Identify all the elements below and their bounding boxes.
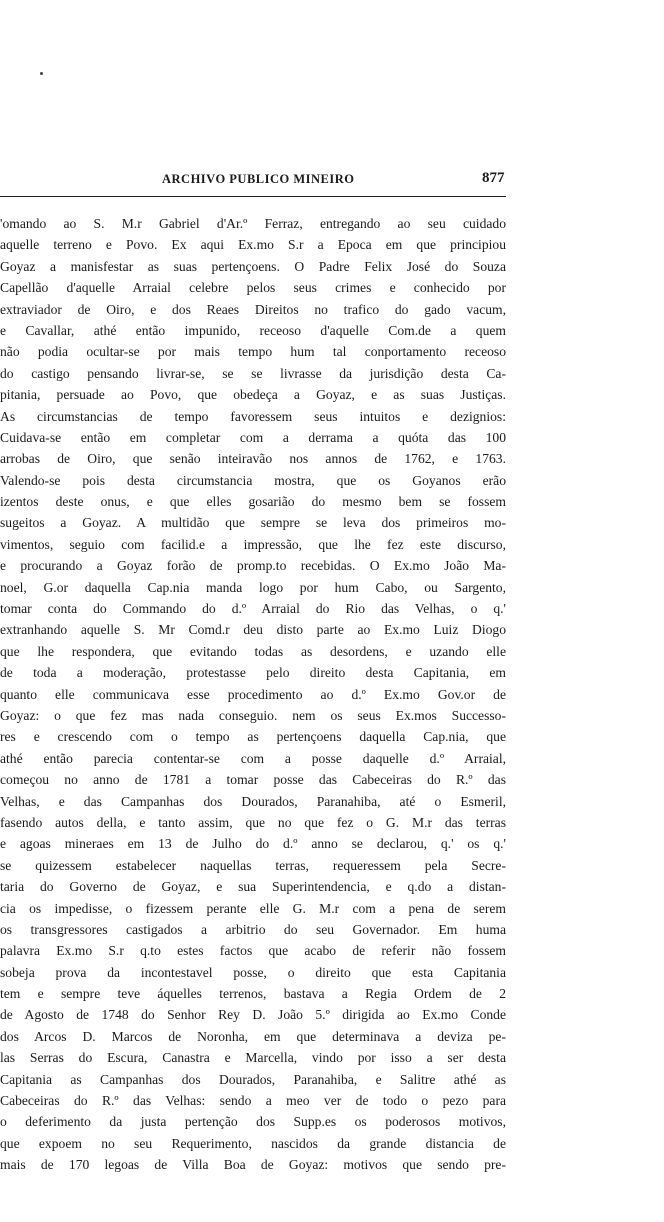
text-line: Capellão d'aquelle Arraial celebre pelos seus crimes e conhecido por [0, 280, 506, 296]
text-line: taria do Governo de Goyaz, e sua Superintendencia, e q.do a distan- [0, 879, 506, 895]
text-line: Valendo-se pois desta circumstancia mostra, que os Goyanos erão [0, 472, 506, 488]
text-line: e agoas mineraes em 13 de Julho do d.º anno se declarou, q.' os q.' [0, 836, 506, 852]
text-line: res e crescendo com o tempo as pertençoens daquella Cap.nia, que [0, 729, 506, 745]
text-line: fasendo autos della, e tanto assim, que no que fez o G. M.r das terras [0, 814, 506, 830]
text-line: aquelle terreno e Povo. Ex aqui Ex.mo S.r a Epoca em que principiou [0, 237, 506, 253]
text-line: 'omando ao S. M.r Gabriel d'Ar.º Ferraz, entregando ao seu cuidado [0, 216, 506, 231]
text-line: de Agosto de 1748 do Senhor Rey D. João 5.º dirigida ao Ex.mo Conde [0, 1007, 506, 1023]
print-speck [40, 72, 43, 75]
text-line: Goyaz: o que fez mas nada conseguio. nem os seus Ex.mos Successo- [0, 707, 506, 723]
text-line: noel, G.or daquella Cap.nia manda logo por hum Cabo, ou Sargento, [0, 579, 506, 595]
text-line: sobeja prova da incontestavel posse, o direito que esta Capitania [0, 964, 506, 980]
text-line: Cabeceiras do R.º das Velhas: sendo a meo ver de todo o pezo para [0, 1093, 506, 1109]
text-line: pitania, persuade ao Povo, que obedeça a Goyaz, e as suas Justiças. [0, 387, 506, 403]
text-line: que lhe respondera, que evitando todas as desordens, e uzando elle [0, 643, 506, 659]
text-line: os transgressores castigados a arbitrio do seu Governador. Em huma [0, 921, 506, 937]
text-line: e procurando a Goyaz forão de promp.to recebidas. O Ex.mo João Ma- [0, 558, 506, 574]
text-line: Cuidava-se então em completar com a derrama a quóta das 100 [0, 429, 506, 445]
text-line: Goyaz a manisfestar as suas pertençoens. O Padre Felix José do Souza [0, 258, 506, 274]
text-line: Velhas, e das Campanhas dos Dourados, Paranahiba, até o Esmeril, [0, 793, 506, 809]
text-line: las Serras do Escura, Canastra e Marcella, vindo por isso a ser desta [0, 1050, 506, 1066]
text-line: vimentos, seguio com facilid.e a impressão, que lhe fez este discurso, [0, 536, 506, 552]
text-line: que expoem no seu Requerimento, nascidos da grande distancia de [0, 1135, 506, 1151]
text-line: Capitania as Campanhas dos Dourados, Paranahiba, e Salitre athé as [0, 1071, 506, 1087]
text-line: izentos deste onus, e que elles gosarião do mesmo bem se fossem [0, 494, 506, 510]
text-line: não podia ocultar-se por mais tempo hum tal conportamento receoso [0, 344, 506, 360]
text-line: dos Arcos D. Marcos de Noronha, em que determinava a deviza pe- [0, 1028, 506, 1044]
text-line: extranhando aquelle S. Mr Comd.r deu disto parte ao Ex.mo Luiz Diogo [0, 622, 506, 638]
text-line: o deferimento da justa pertenção dos Supp.es os poderosos motivos, [0, 1114, 506, 1130]
text-line: tem e sempre teve áquelles terrenos, bastava a Regia Ordem de 2 [0, 986, 506, 1002]
page-number: 877 [482, 170, 505, 186]
text-line: se quizessem estabelecer naquellas terras, requeressem pela Secre- [0, 857, 506, 873]
text-line: As circumstancias de tempo favoressem seus intuitos e dezignios: [0, 408, 506, 424]
text-line: começou no anno de 1781 a tomar posse das Cabeceiras do R.º das [0, 772, 506, 788]
text-line: arrobas de Oiro, que senão inteiravão nos annos de 1762, e 1763. [0, 451, 506, 467]
text-line: palavra Ex.mo S.r q.to estes factos que acabo de referir não fossem [0, 943, 506, 959]
text-line: cia os impedisse, o fizessem perante elle G. M.r com a pena de serem [0, 900, 506, 916]
text-line: sugeitos a Goyaz. A multidão que sempre se leva dos primeiros mo- [0, 515, 506, 531]
text-line: tomar conta do Commando do d.º Arraial do Rio das Velhas, o q.' [0, 601, 506, 617]
text-line: de toda a moderação, protestasse pelo direito desta Capitania, em [0, 665, 506, 681]
text-line: quanto elle communicava esse procedimento ao d.º Ex.mo Gov.or de [0, 686, 506, 702]
text-line: e Cavallar, athé então impunido, receoso d'aquelle Com.de a quem [0, 322, 506, 338]
running-title: ARCHIVO PUBLICO MINEIRO [162, 172, 355, 186]
header-rule [0, 196, 506, 197]
text-line: do castigo pensando livrar-se, se se livrasse da jurisdição desta Ca- [0, 365, 506, 381]
text-line: extraviador de Oiro, e dos Reaes Direitos no trafico do gado vacum, [0, 301, 506, 317]
text-line: mais de 170 legoas de Villa Boa de Goyaz: motivos que sendo pre- [0, 1157, 506, 1173]
text-line: athé então parecia contentar-se com a posse daquelle d.º Arraial, [0, 750, 506, 766]
running-header [0, 172, 506, 192]
body-text [0, 213, 506, 1176]
